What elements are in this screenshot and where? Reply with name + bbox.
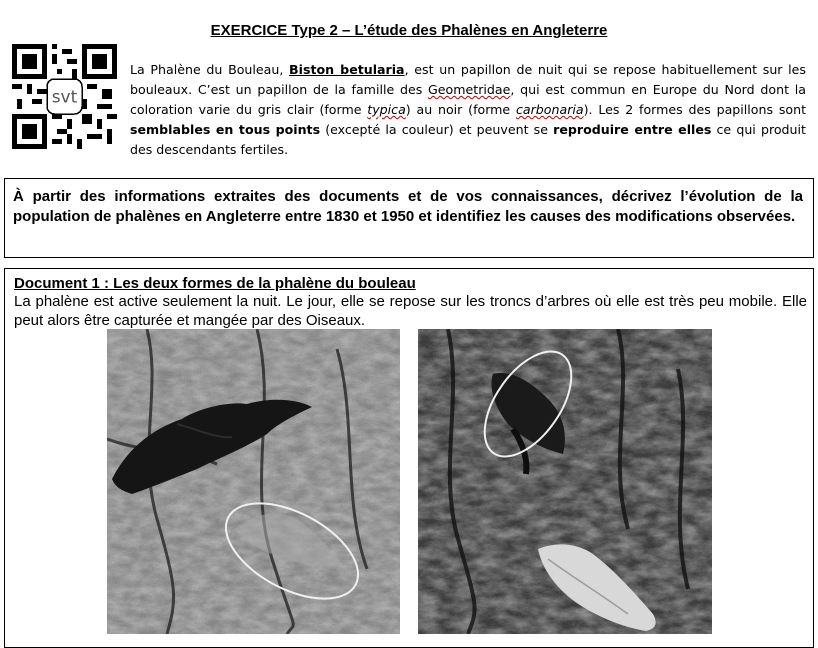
document-1-text: La phalène est active seulement la nuit. Le jour, elle se repose sur les troncs d’arbres où elle est très peu mobile. Elle peut alors être capturée et mangée par des Oiseaux. [14, 293, 807, 329]
photo-light-bark [107, 329, 400, 634]
form-typica: typica [367, 102, 406, 117]
intro-paragraph: La Phalène du Bouleau, Biston betularia, est un papillon de nuit qui se repose habituellement sur les bouleaux. C’est un papillon de la famille des Geometridae, qui est commun en Europe du Nord dont la coloration varie du gris clair (forme typica) au noir (forme carbonaria). Les 2 formes des papillons sont semblables en tous points (excepté la couleur) et peuvent se reproduire entre elles ce qui produit des descendants fertiles. [130, 62, 807, 157]
task-box [4, 178, 814, 258]
exercise-title: EXERCICE Type 2 – L’étude des Phalènes en Angleterre [210, 22, 608, 39]
task-instruction: À partir des informations extraites des documents et de vos connaissances, décrivez l’évolution de la population de phalènes en Angleterre entre 1830 et 1950 et identifiez les causes des modifications observées. [13, 188, 803, 225]
form-carbonaria: carbonaria [515, 102, 584, 117]
species-name: Biston betularia [289, 62, 405, 77]
qr-code [12, 44, 117, 149]
bold-reproduce: reproduire entre elles [553, 122, 712, 137]
document-1-title: Document 1 : Les deux formes de la phalène du bouleau [14, 275, 416, 292]
bold-similar: semblables en tous points [130, 122, 321, 137]
photo-dark-bark [418, 329, 712, 634]
qr-logo-text: svt [51, 87, 78, 108]
family-name: Geometridae [428, 82, 511, 97]
